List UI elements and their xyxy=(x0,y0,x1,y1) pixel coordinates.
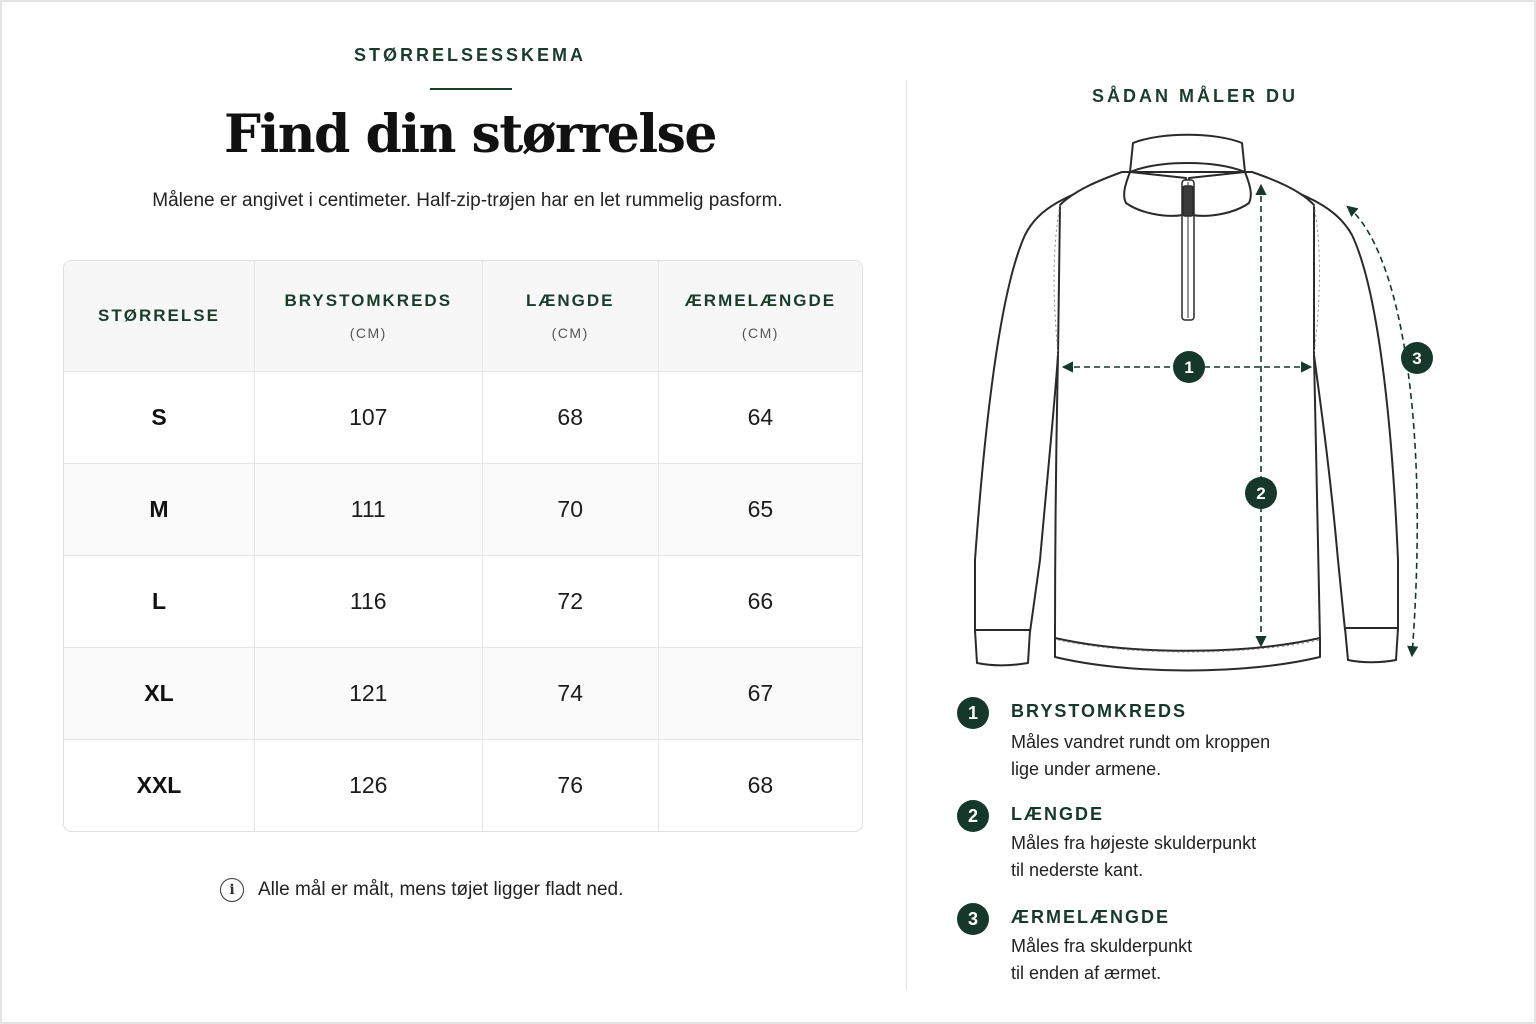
length-cell: 72 xyxy=(482,555,658,647)
header-length xyxy=(482,261,658,371)
size-cell: M xyxy=(64,463,254,555)
marker-1 xyxy=(1173,351,1205,383)
size-cell: S xyxy=(64,371,254,463)
table-row xyxy=(64,555,862,647)
header-size xyxy=(64,261,254,371)
page-subtitle: Målene er angivet i centimeter. Half-zip-trøjen har en let rummelig pasform. xyxy=(152,190,783,211)
sleeve-cell: 67 xyxy=(658,647,862,739)
length-cell: 74 xyxy=(482,647,658,739)
svg-text:1: 1 xyxy=(1184,358,1194,377)
chest-cell: 126 xyxy=(254,739,482,831)
size-table xyxy=(64,261,862,831)
legend-line: Måles fra skulderpunkt xyxy=(1011,936,1193,956)
number-badge: 1 xyxy=(957,697,989,729)
length-cell: 68 xyxy=(482,371,658,463)
legend-description xyxy=(1011,933,1351,987)
chest-cell: 111 xyxy=(254,463,482,555)
legend-line: lige under armene. xyxy=(1011,759,1162,779)
svg-text:3: 3 xyxy=(1412,349,1422,368)
header-unit: (CM) xyxy=(349,324,387,341)
size-cell: L xyxy=(64,555,254,647)
marker-2 xyxy=(1245,477,1277,509)
table-row xyxy=(64,739,862,831)
table-row xyxy=(64,647,862,739)
legend-line: til nederste kant. xyxy=(1011,860,1144,880)
sleeve-cell: 65 xyxy=(658,463,862,555)
size-table-container xyxy=(63,260,863,832)
legend-line: Måles vandret rundt om kroppen xyxy=(1011,732,1271,752)
header-unit: (CM) xyxy=(741,324,779,341)
legend-line: Måles fra højeste skulderpunkt xyxy=(1011,833,1257,853)
sleeve-cell: 66 xyxy=(658,555,862,647)
how-to-measure-title: SÅDAN MÅLER DU xyxy=(1092,86,1298,106)
length-cell: 76 xyxy=(482,739,658,831)
halfzip-sweater-illustration xyxy=(960,120,1460,680)
header-label: BRYSTOMKREDS xyxy=(284,290,453,310)
number-badge: 3 xyxy=(957,903,989,935)
eyebrow-rule xyxy=(430,88,512,90)
legend-description xyxy=(1011,830,1351,884)
zipper xyxy=(1182,180,1194,320)
number-badge: 2 xyxy=(957,800,989,832)
legend-heading: BRYSTOMKREDS xyxy=(1011,701,1188,721)
table-row xyxy=(64,371,862,463)
chest-cell: 121 xyxy=(254,647,482,739)
marker-3 xyxy=(1401,342,1433,374)
table-row xyxy=(64,463,862,555)
length-cell: 70 xyxy=(482,463,658,555)
note-text: Alle mål er målt, mens tøjet ligger fladt ned. xyxy=(258,879,624,900)
measurement-note xyxy=(220,876,623,904)
legend-heading: LÆNGDE xyxy=(1011,804,1104,824)
legend-line: til enden af ærmet. xyxy=(1011,963,1162,983)
chest-cell: 107 xyxy=(254,371,482,463)
header-chest xyxy=(254,261,482,371)
header-label: LÆNGDE xyxy=(525,290,615,310)
header-sleeve xyxy=(658,261,862,371)
page-title: Find din størrelse xyxy=(224,104,716,165)
legend-heading: ÆRMELÆNGDE xyxy=(1011,907,1170,927)
size-cell: XXL xyxy=(64,739,254,831)
svg-text:2: 2 xyxy=(1256,484,1266,503)
legend-description xyxy=(1011,729,1351,783)
sleeve-cell: 64 xyxy=(658,371,862,463)
section-eyebrow: STØRRELSESSKEMA xyxy=(353,45,587,65)
chest-cell: 116 xyxy=(254,555,482,647)
sleeve-cell: 68 xyxy=(658,739,862,831)
info-icon: i xyxy=(220,878,244,902)
table-header-row xyxy=(64,261,862,371)
vertical-divider xyxy=(906,80,907,990)
size-cell: XL xyxy=(64,647,254,739)
header-label: STØRRELSE xyxy=(98,305,220,325)
header-unit: (CM) xyxy=(551,324,589,341)
header-label: ÆRMELÆNGDE xyxy=(684,290,837,310)
